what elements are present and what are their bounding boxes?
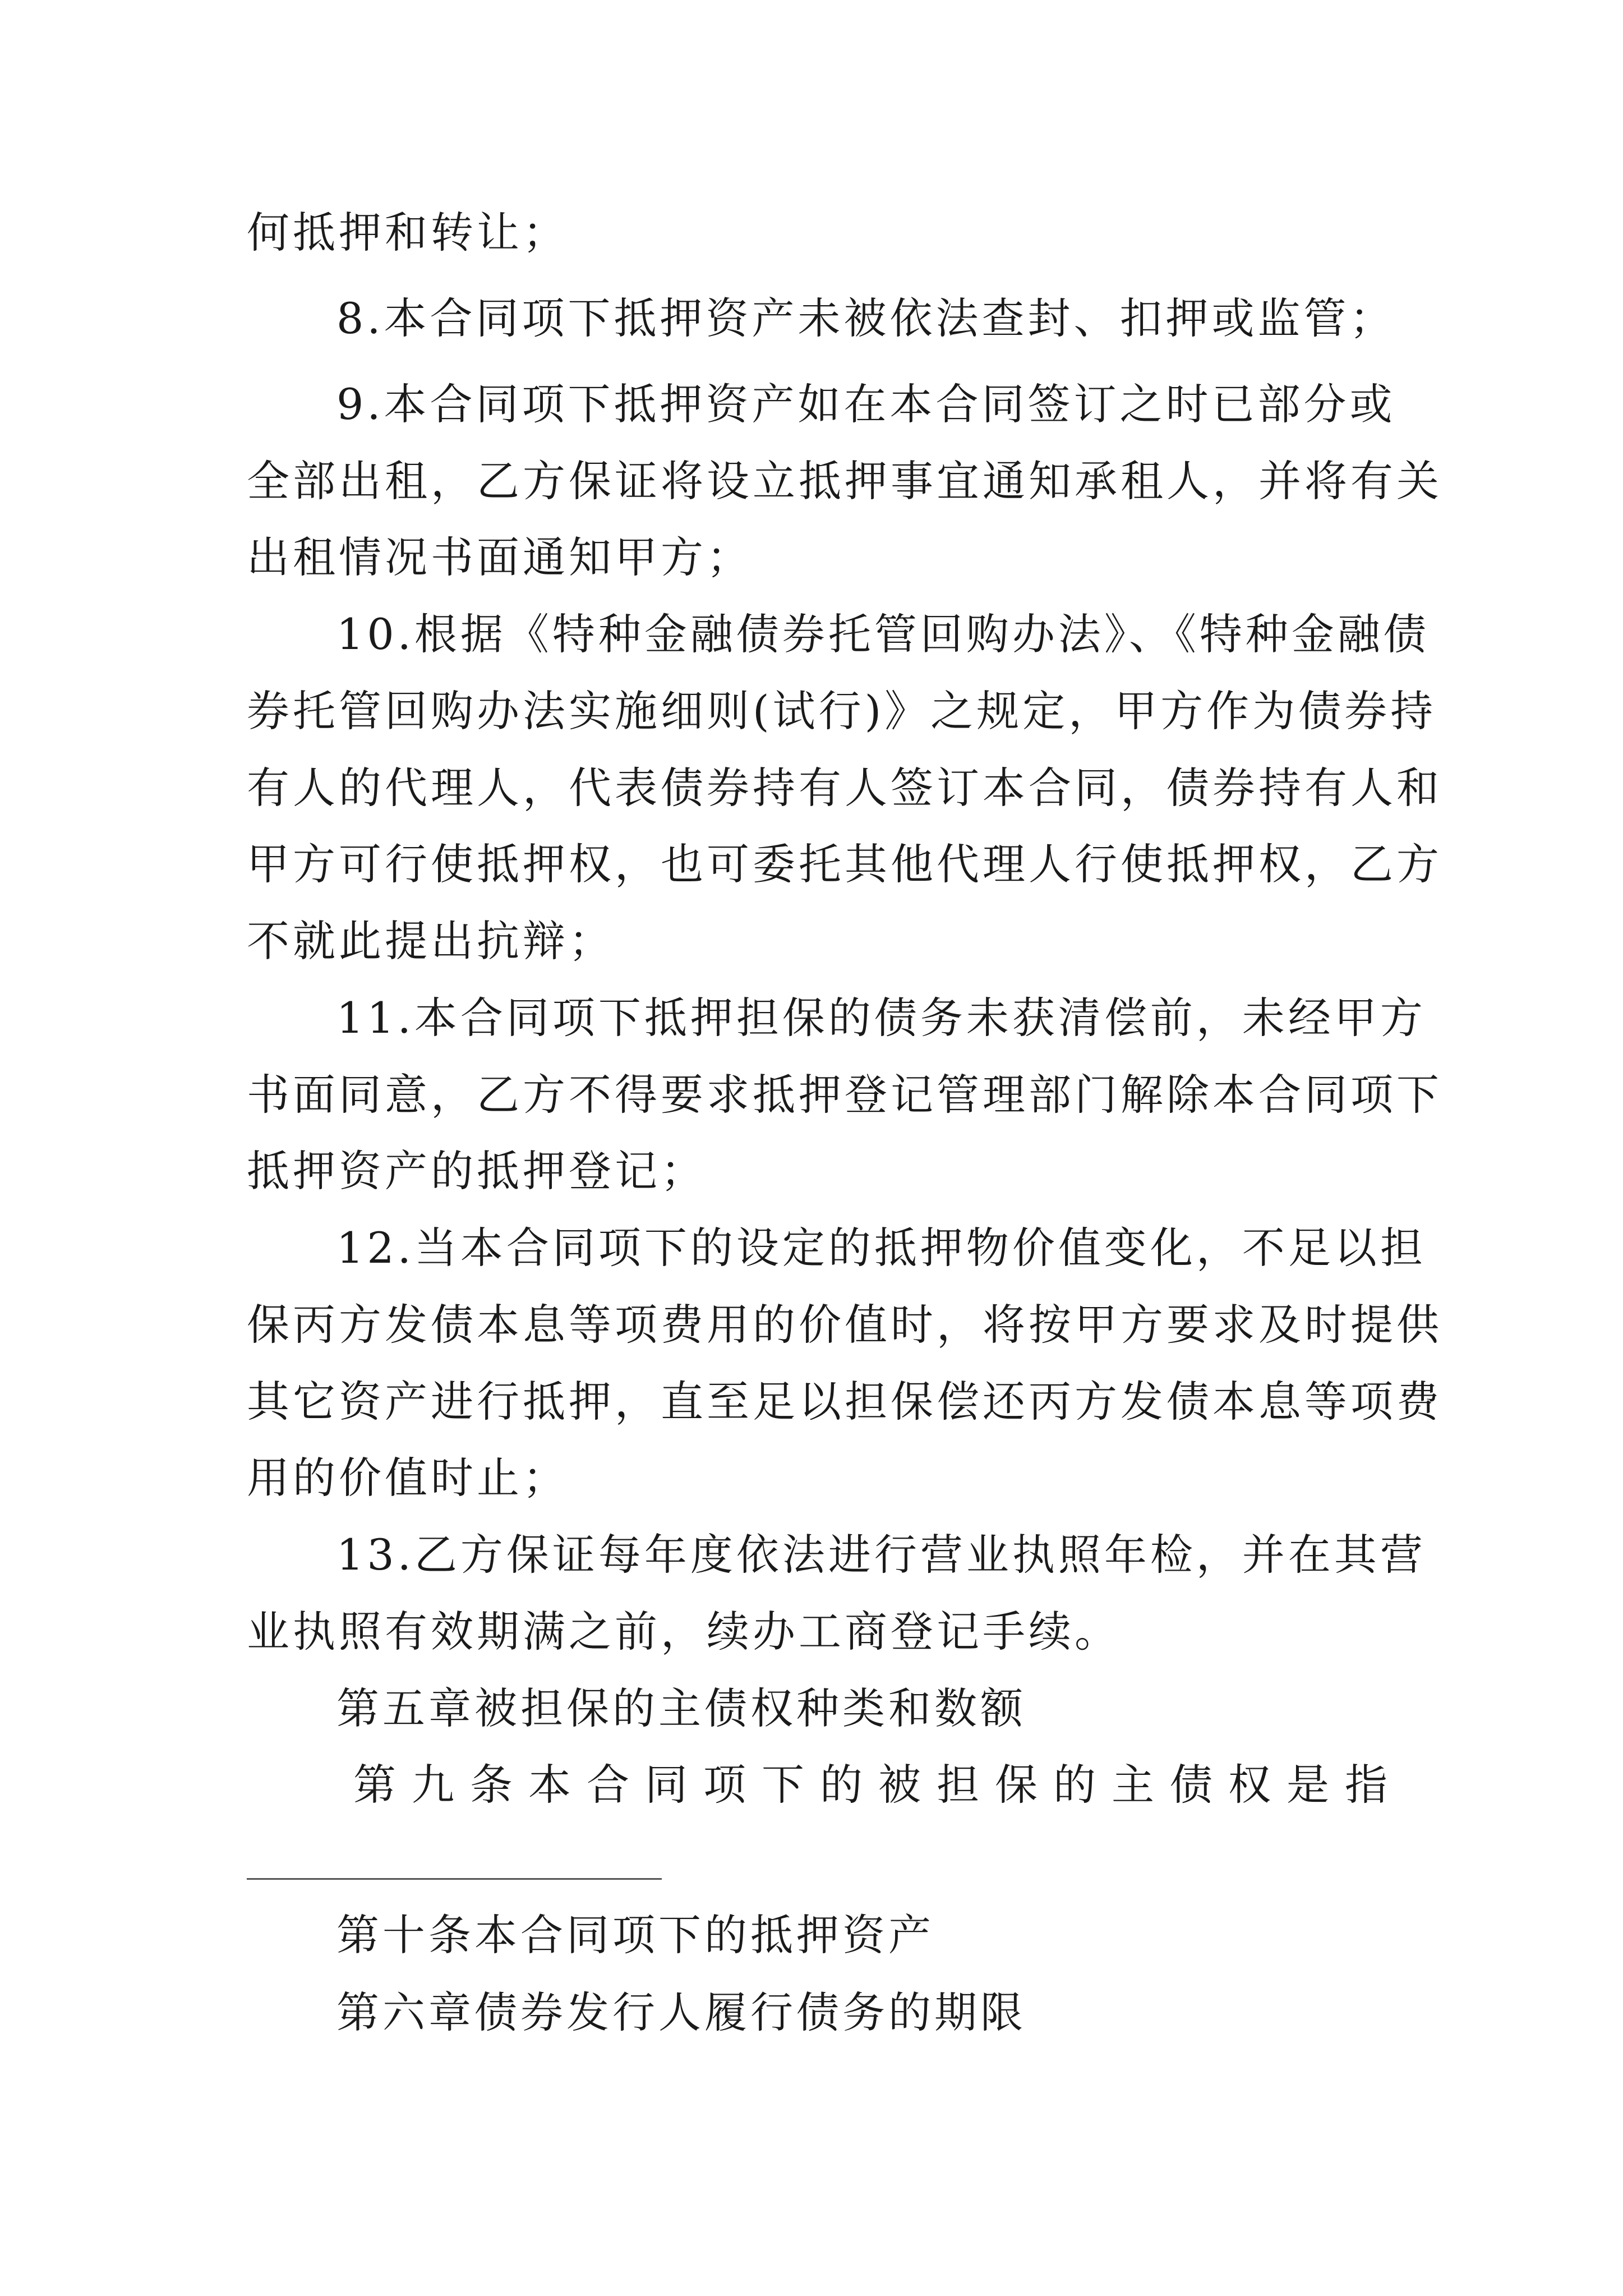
article-9-char: 九	[412, 1760, 458, 1810]
article-9	[353, 1757, 1391, 1813]
clause-11: 11.本合同项下抵押担保的债务未获清偿前，未经甲方	[336, 993, 1426, 1043]
article-9-char: 项	[703, 1760, 749, 1810]
clause-11-line-3: 抵押资产的抵押登记；	[247, 1146, 707, 1196]
clause-13: 13.乙方保证每年度依法进行营业执照年检，并在其营	[336, 1530, 1426, 1580]
article-9-char: 第	[353, 1760, 399, 1810]
article-9-char: 保	[995, 1760, 1041, 1810]
article-9-char: 被	[878, 1760, 924, 1810]
clause-10-line-2: 券托管回购办法实施细则(试行)》之规定，甲方作为债券持	[247, 686, 1437, 736]
article-9-char: 主	[1112, 1760, 1158, 1810]
article-9-char: 本	[528, 1760, 574, 1810]
article-9-char: 是	[1287, 1760, 1332, 1810]
article-9-char: 条	[470, 1760, 516, 1810]
clause-12-line-2: 保丙方发债本息等项费用的价值时，将按甲方要求及时提供	[247, 1300, 1442, 1350]
article-9-char: 合	[587, 1760, 633, 1810]
clause-12: 12.当本合同项下的设定的抵押物价值变化，不足以担	[336, 1223, 1426, 1273]
clause-9-line-3: 出租情况书面通知甲方；	[247, 532, 753, 582]
clause-10: 10.根据《特种金融债券托管回购办法》、《特种金融债	[336, 609, 1430, 659]
article-9-char: 的	[1053, 1760, 1099, 1810]
article-9-char: 担	[937, 1760, 983, 1810]
article-10: 第十条本合同项下的抵押资产	[336, 1910, 934, 1960]
article-9-char: 债	[1170, 1760, 1216, 1810]
clause-10-line-5: 不就此提出抗辩；	[247, 916, 615, 966]
text-line-1: 何抵押和转让；	[247, 208, 569, 257]
clause-10-line-3: 有人的代理人，代表债券持有人签订本合同，债券持有人和	[247, 763, 1442, 813]
chapter-5-heading: 第五章被担保的主债权种类和数额	[336, 1683, 1026, 1733]
clause-9-line-2: 全部出租，乙方保证将设立抵押事宜通知承租人，并将有关	[247, 456, 1442, 506]
article-9-char: 同	[645, 1760, 691, 1810]
clause-9: 9.本合同项下抵押资产如在本合同签订之时已部分或	[336, 379, 1396, 429]
clause-12-line-3: 其它资产进行抵押，直至足以担保偿还丙方发债本息等项费	[247, 1377, 1442, 1427]
clause-11-line-2: 书面同意，乙方不得要求抵押登记管理部门解除本合同项下	[247, 1070, 1442, 1120]
chapter-6-heading: 第六章债券发行人履行债务的期限	[336, 1987, 1026, 2037]
article-9-char: 权	[1228, 1760, 1274, 1810]
footnote-divider	[247, 1878, 662, 1880]
article-9-char: 的	[820, 1760, 866, 1810]
clause-13-line-2: 业执照有效期满之前，续办工商登记手续。	[247, 1607, 1121, 1657]
article-9-char: 下	[762, 1760, 808, 1810]
clause-12-line-4: 用的价值时止；	[247, 1453, 569, 1503]
clause-8: 8.本合同项下抵押资产未被依法查封、扣押或监管；	[336, 293, 1396, 343]
article-9-char: 指	[1345, 1760, 1391, 1810]
clause-10-line-4: 甲方可行使抵押权，也可委托其他代理人行使抵押权，乙方	[247, 839, 1442, 889]
